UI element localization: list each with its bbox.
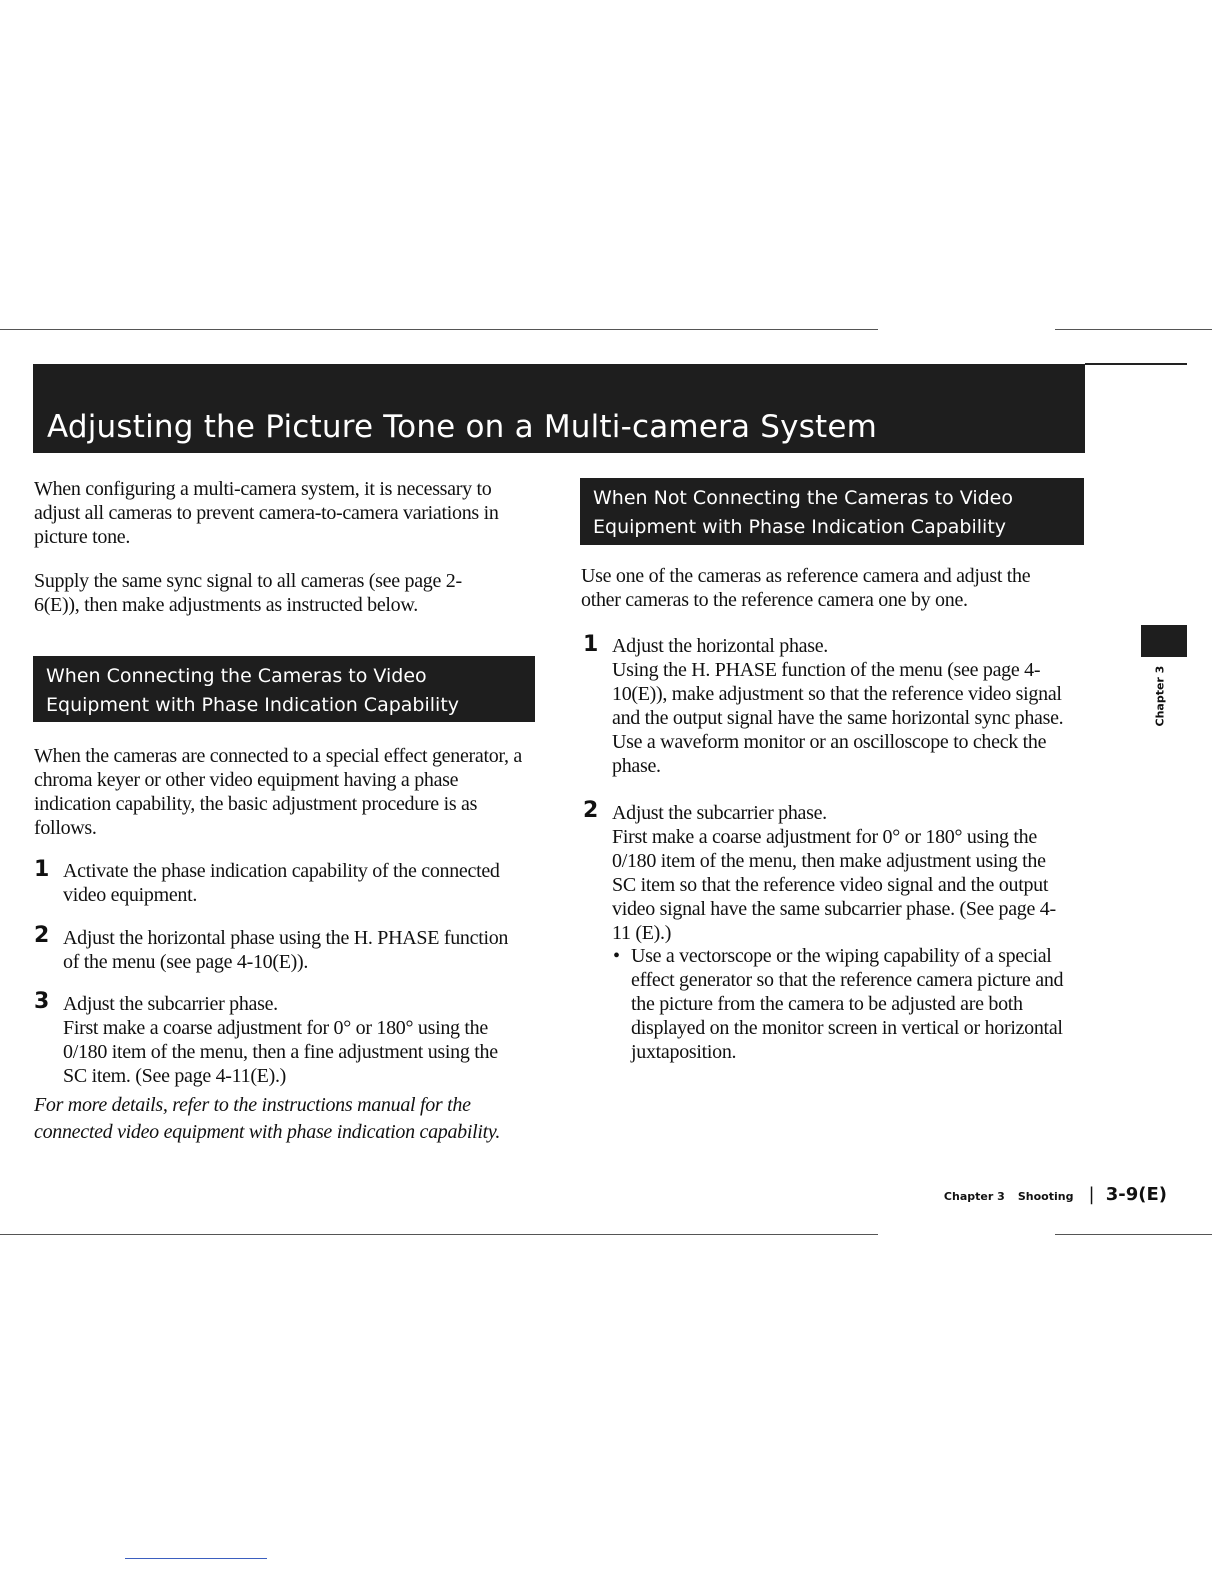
bullet-item bbox=[613, 944, 1088, 1064]
step-body: First make a coarse adjustment for 0° or 180° using the 0/180 item of the menu, then make adjustment using the SC item so that the reference video signal and the output video signal have the same subcarrier phase. (See page 4-11 (E).) bbox=[612, 826, 1056, 944]
step-number: 2 bbox=[583, 798, 599, 823]
section-intro-not-connecting: Use one of the cameras as reference camera and adjust the other cameras to the reference camera one by one. bbox=[581, 565, 1031, 611]
step-heading: Adjust the subcarrier phase. bbox=[612, 802, 827, 824]
step-item bbox=[63, 992, 523, 1088]
step-body: Using the H. PHASE function of the menu (see page 4-10(E)), make adjustment so that the reference video signal and the output signal have the same horizontal sync phase. Use a waveform monitor or an oscilloscope to check the phase. bbox=[612, 659, 1064, 777]
section-header-line2: Equipment with Phase Indication Capability bbox=[46, 694, 460, 716]
bottom-rule-left bbox=[0, 1234, 878, 1235]
top-rule-right bbox=[1055, 329, 1212, 330]
step-number: 1 bbox=[583, 632, 599, 657]
section-header-connecting bbox=[33, 656, 535, 722]
bullet-dot-icon: • bbox=[613, 945, 620, 967]
step-item bbox=[612, 801, 1072, 945]
step-number: 3 bbox=[34, 989, 50, 1014]
bullet-text: Use a vectorscope or the wiping capability of a special effect generator so that the reference camera picture and the picture from the camera to be adjusted are both displayed on the monitor screen in vertical or horizontal juxtaposition. bbox=[631, 945, 1064, 1063]
step-text: Activate the phase indication capability of the connected video equipment. bbox=[63, 860, 500, 906]
bottom-edge-mark bbox=[125, 1558, 267, 1559]
intro-paragraph: When configuring a multi-camera system, it is necessary to adjust all cameras to prevent camera-to-camera variations in picture tone. bbox=[34, 478, 499, 548]
step-heading: Adjust the horizontal phase. bbox=[612, 635, 828, 657]
chapter-side-label: Chapter 3 bbox=[1153, 665, 1167, 727]
page-footer bbox=[944, 1184, 1167, 1205]
section-intro-connecting: When the cameras are connected to a special effect generator, a chroma keyer or other video equipment having a phase indication capability, the basic adjustment procedure is as follows. bbox=[34, 745, 522, 839]
bottom-rule-right bbox=[1055, 1234, 1212, 1235]
sync-paragraph: Supply the same sync signal to all cameras (see page 2-6(E)), then make adjustments as instructed below. bbox=[34, 570, 462, 616]
footer-divider: | bbox=[1088, 1184, 1095, 1205]
step-item bbox=[63, 859, 503, 907]
footer-section: Shooting bbox=[1017, 1190, 1074, 1203]
step-body: First make a coarse adjustment for 0° or 180° using the 0/180 item of the menu, then a fine adjustment using the SC item. (See page 4-11(E).) bbox=[63, 1017, 498, 1087]
step-item bbox=[612, 634, 1080, 778]
section-header-line2: Equipment with Phase Indication Capability bbox=[593, 516, 1007, 538]
section-header-line1: When Not Connecting the Cameras to Video bbox=[593, 487, 1013, 509]
top-rule-left bbox=[0, 329, 878, 330]
title-rule-right bbox=[1085, 363, 1187, 365]
step-number: 1 bbox=[34, 857, 50, 882]
footer-chapter: Chapter 3 bbox=[943, 1190, 1005, 1203]
step-heading: Adjust the subcarrier phase. bbox=[63, 993, 278, 1015]
step-item bbox=[63, 926, 513, 974]
page-number: 3-9(E) bbox=[1105, 1184, 1167, 1205]
page-title-bar bbox=[33, 364, 1085, 453]
step-text: Adjust the horizontal phase using the H. PHASE function of the menu (see page 4-10(E)). bbox=[63, 927, 509, 973]
reference-note: For more details, refer to the instructions manual for the connected video equipment with phase indication capability. bbox=[34, 1094, 501, 1143]
section-header-not-connecting bbox=[580, 478, 1084, 545]
step-number: 2 bbox=[34, 923, 50, 948]
chapter-tab-marker bbox=[1141, 625, 1187, 657]
page-title: Adjusting the Picture Tone on a Multi-camera System bbox=[47, 409, 878, 445]
section-header-line1: When Connecting the Cameras to Video bbox=[46, 665, 427, 687]
